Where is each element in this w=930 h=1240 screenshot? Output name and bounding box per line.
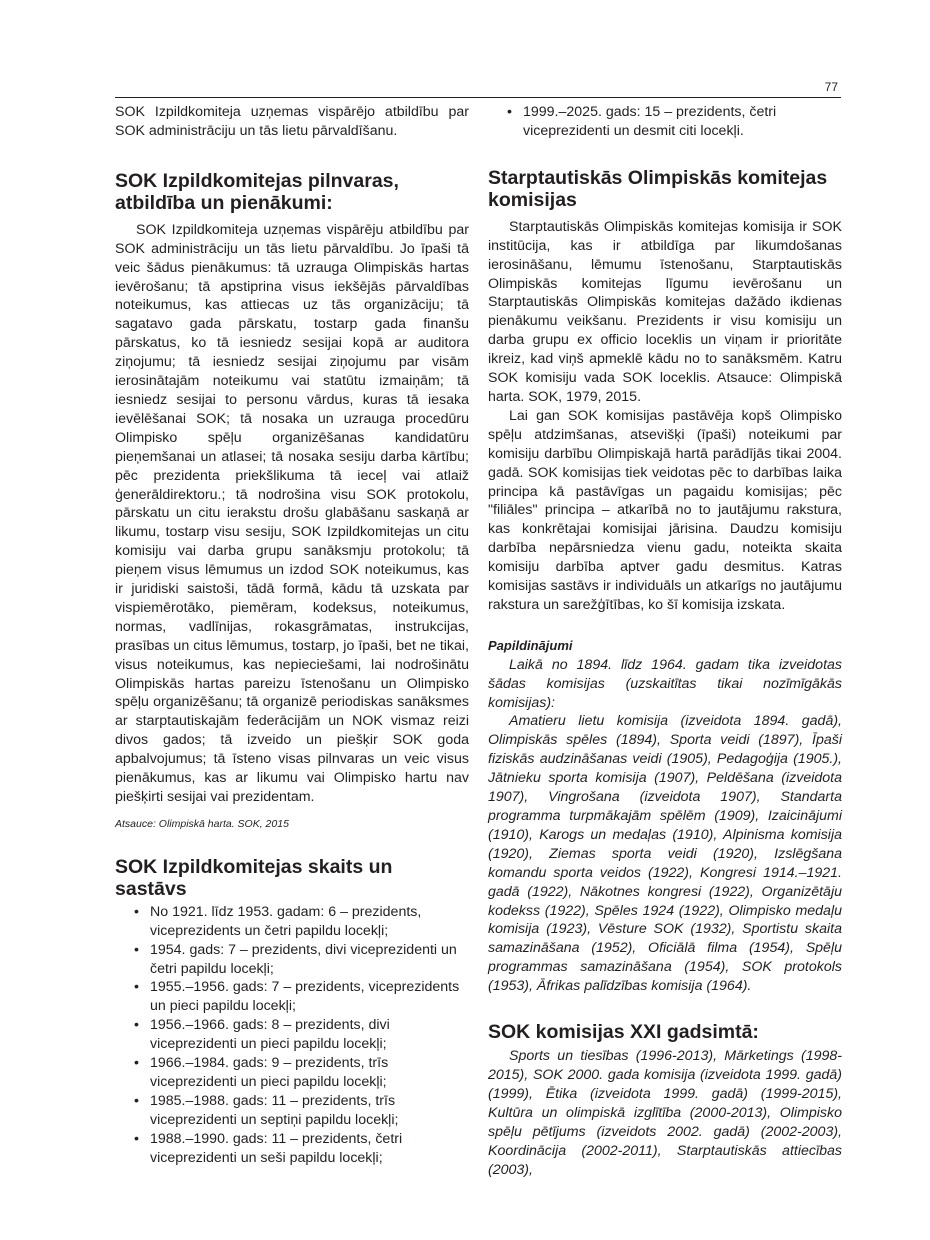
list-item: • 1985.–1988. gads: 11 – prezidents, trīs viceprezidenti un septiņi papildu locekļi; [115, 1092, 469, 1130]
list-item: • 1988.–1990. gads: 11 – prezidents, četri viceprezidenti un seši papildu locekļi; [115, 1130, 469, 1168]
list-item: • 1999.–2025. gads: 15 – prezidents, četri viceprezidenti un desmit citi locekļi. [488, 103, 842, 141]
heading-composition: SOK Izpildkomitejas skaits un sastāvs [115, 855, 393, 900]
commissions-paragraph-2: Lai gan SOK komisijas pastāvēja kopš Olimpisko spēļu atdzimšanas, atsevišķi (īpaši) noteikumi par komisiju darbību Olimpiskajā hartā parādījās tikai 2004. gadā. SOK komisijas tiek veidotas pēc to darbības laika principa kā pastāvīgas un pagaidu komisijas; pēc "filiāles" principa – atkarībā no to jautājumu rakstura, kas konkrētajai komisijai jārisina. Daudzu komisiju darbība nepārsniedza vienu gadu, noteikta skaita komisiju darbība aptver gadu desmitus. Katras komisijas sastāvs ir individuāls un atkarīgs no jautājumu rakstura un sarežģītības, ko šī komisija izskata. [488, 407, 842, 613]
source-note: Atsauce: Olimpiskā harta. SOK, 2015 [115, 817, 289, 830]
supplement-paragraph-1: Laikā no 1894. līdz 1964. gadam tika izveidotas šādas komisijas (uzskaitītas tikai nozīmīgākās komisijas): [488, 656, 842, 711]
powers-paragraph: SOK Izpildkomiteja uzņemas vispārēju atbildību par SOK administrāciju un tās lietu pārvaldību. Jo īpaši tā veic šādus pienākumus: tā uzrauga Olimpiskās hartas ievērošanu; tā apstiprina visus iekšējās pārvaldības noteikumus, kas attiecas uz tās organizāciju; tā sagatavo gada pārskatu, tostarp gada finanšu pārskatus, ko tā iesniedz sesijai kopā ar auditora ziņojumu; tā iesniedz sesijai ziņojumu par visām ierosinātajām noteikumu vai statūtu izmaiņām; tā iesniedz sesijai to personu vārdus, kuras tā iesaka ievēlēšanai SOK; tā nosaka un uzrauga procedūru Olimpisko spēļu organizēšanas kandidatūru pieņemšanai un atlasei; tā nosaka sesiju darba kārtību; pēc prezidenta priekšlikuma tā ieceļ vai atlaiž ģenerāldirektoru.; tā nodrošina visu SOK protokolu, pārskatu un citu ierakstu drošu glabāšanu saskaņā ar likumu, tostarp visu sesiju, SOK Izpildkomitejas un citu komisiju vai darba grupu sanāksmju protokolu; tā pieņem visus lēmumus un izdod SOK noteikumus, kas ir juridiski saistoši, tādā formā, kādu tā uzskata par vispiemērotāko, piemēram, kodeksus, noteikumus, normas, vadlīnijas, rokasgrāmatas, instrukcijas, prasības un citus lēmumus, tostarp, jo īpaši, bet ne tikai, visus noteikumus, kas nepieciešami, lai nodrošinātu Olimpiskās hartas pareizu īstenošanu un Olimpisko spēļu organizēšanu; tā organizē periodiskas sanāksmes ar starptautiskajām federācijām un NOK vismaz reizi divos gados; tā izveido un piešķir SOK goda apbalvojumus; tā īsteno visas pilnvaras un veic visus pienākumus, kas ar likumu vai Olimpisko hartu nav piešķirti sesijai vai prezidentam. [115, 221, 469, 805]
xxi-paragraph: Sports un tiesības (1996-2013), Mārketings (1998-2015), SOK 2000. gada komisija (izveidota 1999. gadā) (1999), Ētika (izveidota 1999. gadā) (1999-2015), Kultūra un olimpiskā izglītība (2000-2013), Olimpisko spēļu pētījums (izveidots 2002. gadā) (2002-2003), Koordinācija (2002-2011), Starptautiskās attiecības (2003), [488, 1048, 842, 1178]
header-rule [115, 97, 841, 98]
supplement-heading: Papildinājumi [488, 637, 573, 653]
list-item: • 1954. gads: 7 – prezidents, divi viceprezidenti un četri papildu locekļi; [115, 941, 469, 979]
heading-powers: SOK Izpildkomitejas pilnvaras, atbildība un pienākumi: [115, 169, 399, 214]
xxi-block [488, 1047, 842, 1179]
list-item: • No 1921. līdz 1953. gadam: 6 – prezidents, viceprezidents un četri papildu locekļi; [115, 903, 469, 941]
supplement-block [488, 656, 842, 996]
commissions-paragraph-1: Starptautiskās Olimpiskās komitejas komisija ir SOK institūcija, kas ir atbildīga par likumdošanas ierosināšanu, lēmumu īstenošanu, Starptautiskās Olimpiskās komitejas līgumu ievērošanu un Starptautiskās Olimpiskās komitejas dažādo ikdienas pienākumu veikšanu. Prezidents ir visu komisiju un darba grupu ex officio loceklis un viņam ir prioritāte ikreiz, kad viņš apmeklē kādu no to sanāksmēm. Katru SOK komisiju vada SOK loceklis. Atsauce: Olimpiskā harta. SOK, 1979, 2015. [488, 218, 842, 405]
right-column [488, 103, 842, 1179]
intro-paragraph: SOK Izpildkomiteja uzņemas vispārējo atbildību par SOK administrāciju un tās lietu pārvaldīšanu. [115, 104, 469, 139]
heading-xxi-century: SOK komisijas XXI gadsimtā: [488, 1021, 759, 1044]
list-item: • 1956.–1966. gads: 8 – prezidents, divi viceprezidenti un pieci papildu locekļi; [115, 1016, 469, 1054]
supplement-paragraph-2: Amatieru lietu komisija (izveidota 1894. gadā), Olimpiskās spēles (1894), Sporta veidi (1897), Īpaši fiziskās audzināšanas veidi (1905), Pedagoģija (1905.), Jātnieku sporta komisija (1907), Peldēšana (izveidota 1907), Vingrošana (izveidota 1907), Standarta programma turpmākajām spēlēm (1909), Izaicinājumi (1910), Karogs un medaļas (1910), Alpinisma komisija (1920), Ziemas sporta veidi (1920), Izslēgšana komandu sporta veidos (1922), Kongresi 1914.–1921. gadā (1922), Nākotnes kongresi (1922), Organizētāju kodekss (1922), Spēles 1924 (1922), Olimpisko medaļu komisija (1923), Vēsture SOK (1932), Sportistu skaita samazināšana (1952), Oficiālā filma (1954), Spēļu programmas samazināšana (1954), SOK protokols (1953), Āfrikas palīdzības komisija (1964). [488, 713, 842, 995]
list-item: • 1955.–1956. gads: 7 – prezidents, viceprezidents un pieci papildu locekļi; [115, 978, 469, 1016]
composition-list [115, 903, 469, 1168]
composition-list-continued [488, 103, 842, 141]
page-number: 77 [824, 80, 838, 94]
left-column [115, 103, 469, 1168]
heading-commissions: Starptautiskās Olimpiskās komitejas komisijas [488, 166, 828, 211]
list-item: • 1966.–1984. gads: 9 – prezidents, trīs viceprezidenti un pieci papildu locekļi; [115, 1054, 469, 1092]
